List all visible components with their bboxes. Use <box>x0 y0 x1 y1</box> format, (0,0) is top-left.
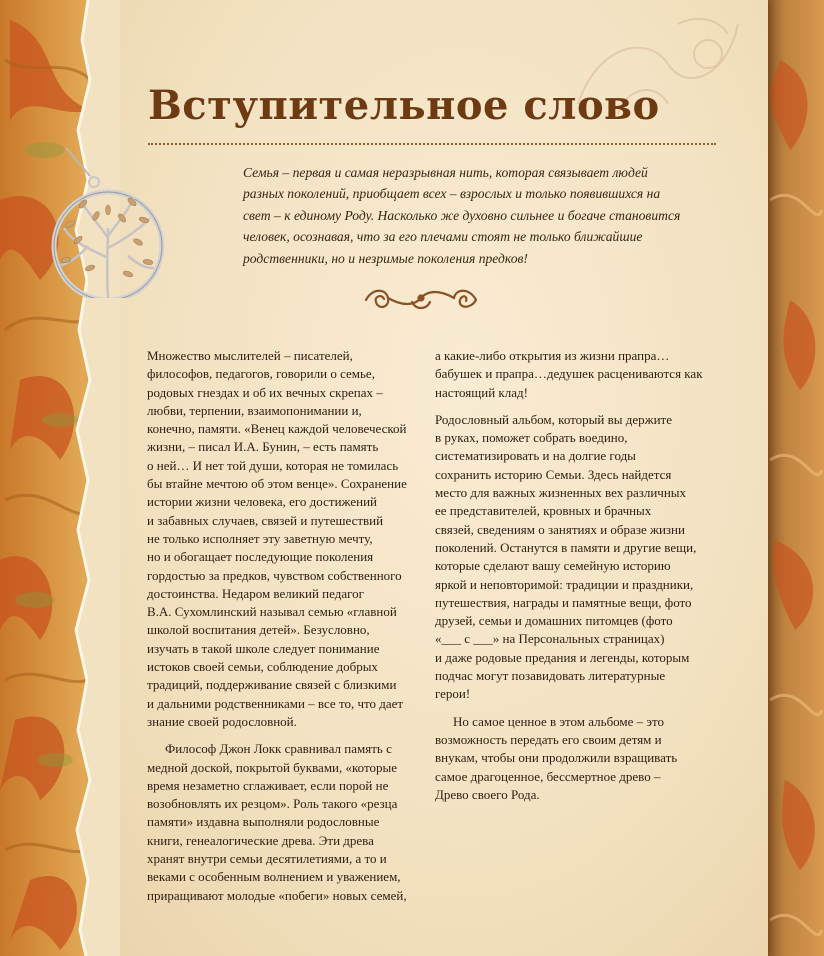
ornamental-flourish-icon <box>362 280 480 316</box>
body-paragraph: Философ Джон Локк сравнивал память с медной доской, покрытой буквами, «которые время незаметно сглаживает, если порой не возобновлять их резцом». Роль такого «резца памяти» издавна выполняли родословные книги, генеалогические древа. Эти древа хранят внутри семьи десятилетиями, а то и веками с особенным волнением и уважением, приращивают молодые «побеги» новых семей, <box>147 741 407 903</box>
body-paragraph: а какие-либо открытия из жизни прапра… бабушек и прапра…дедушек расцениваются как настоящий клад! <box>435 348 703 400</box>
body-paragraph: Родословный альбом, который вы держите в руках, поможет собрать воедино, систематизировать и на долгие годы сохранить историю Семьи. Здесь найдется место для важных жизненных вех различных ее представителей, кровных и брачных связей, сведениям о занятиях и образе жизни поколений. Останутся в памяти и другие вещи, которые сделают вашу семейную историю яркой и неповторимой: традиции и праздники, путешествия, награды и памятные вещи, фото друзей, семьи и домашних питомцев (фото «___ с ___» на Персональных страницах) и даже родовые предания и легенды, которым подчас могут позавидовать литературные герои! <box>435 411 697 702</box>
torn-page-edge <box>60 0 120 956</box>
intro-paragraph: Семья – первая и самая неразрывная нить, которая связывает людей разных поколений, приобщает всех – взрослых и только появившихся на свет – к единому Роду. Насколько же духовно сильнее и богаче становится человек, осознавая, что за его плечами стоят не только ближайшие родственники, но и незримые поколения предков! <box>243 165 681 266</box>
text-column-right <box>435 347 715 813</box>
text-column-left <box>147 347 425 914</box>
body-paragraph: Но самое ценное в этом альбоме – это возможность передать его своим детям и внукам, чтобы они продолжили взращивать самое драгоценное, бессмертное древо – Древо своего Рода. <box>435 713 678 802</box>
title-divider <box>148 143 716 145</box>
page-title: Вступительное слово <box>148 82 660 129</box>
tree-of-life-pendant-icon <box>28 148 164 298</box>
body-paragraph: Множество мыслителей – писателей, философов, педагогов, говорили о семье, родовых гнездах и об их вечных скрепах – любви, терпении, взаимопонимании и, конечно, памяти. «Венец каждой человеческой жизни, – писал И.А. Бунин, – есть память о ней… И нет той души, которая не томилась бы втайне мечтою об этом венце». Сохранение истории жизни человека, его достижений и забавных случаев, связей и путешествий не только исполняет эту заветную мечту, но и обогащает последующие поколения гордостью за предков, чувством собственного достоинства. Недаром великий педагог В.А. Сухомлинский называл семью «главной школой воспитания детей». Безусловно, изучать в такой школе следует понимание истоков своей семьи, соблюдение добрых традиций, поддерживание связей с близкими и дальними родственниками – все то, что дает знание своей родословной. <box>147 348 407 729</box>
